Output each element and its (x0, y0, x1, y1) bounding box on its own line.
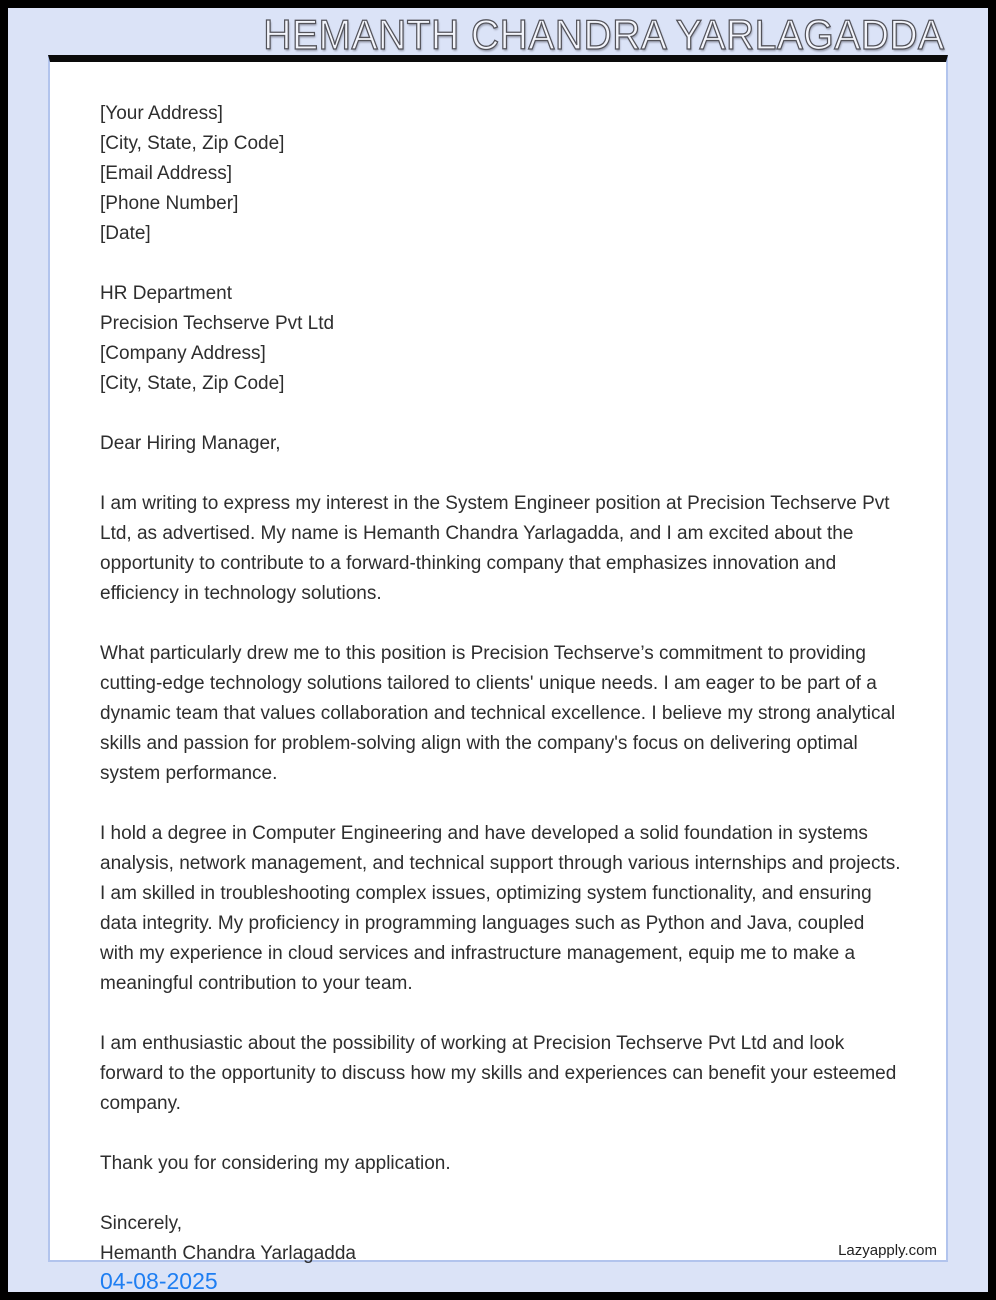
generation-date: 04-08-2025 (100, 1268, 218, 1294)
thank-you-line: Thank you for considering my application. (100, 1153, 451, 1174)
body-paragraph: What particularly drew me to this position is Precision Techserve’s commitment to providing cutting-edge technology solutions tailored to clients' unique needs. I am eager to be part of a dynamic team that values collaboration and technical excellence. I believe my strong analytical skills and passion for problem-solving align with the company's focus on delivering optimal system performance. (100, 643, 896, 784)
recipient-line: HR Department (100, 283, 232, 304)
page-title: HEMANTH CHANDRA YARLAGADDA (263, 11, 945, 58)
body-paragraph: I am enthusiastic about the possibility of working at Precision Techserve Pvt Ltd and look forward to the opportunity to discuss how my skills and experiences can benefit your esteemed company. (100, 1033, 897, 1114)
recipient-line: [City, State, Zip Code] (100, 373, 285, 394)
lazyapply-watermark-link[interactable]: Lazyapply.com (838, 1242, 937, 1259)
sender-address-line: [Email Address] (100, 163, 232, 184)
signature-name: Hemanth Chandra Yarlagadda (100, 1243, 356, 1264)
recipient-address-block (100, 279, 901, 399)
recipient-line: [Company Address] (100, 343, 266, 364)
sender-address-block (100, 99, 901, 249)
closing-salutation: Sincerely, (100, 1213, 183, 1234)
sender-address-line: [Date] (100, 223, 151, 244)
sender-address-line: [Your Address] (100, 103, 223, 124)
body-paragraph: I hold a degree in Computer Engineering and have developed a solid foundation in systems analysis, network management, and technical support through various internships and projects. I am skilled in troubleshooting complex issues, optimizing system functionality, and ensuring data integrity. My proficiency in programming languages such as Python and Java, coupled with my experience in cloud services and infrastructure management, equip me to make a meaningful contribution to your team. (100, 823, 901, 994)
salutation: Dear Hiring Manager, (100, 433, 281, 454)
body-paragraph: I am writing to express my interest in the System Engineer position at Precision Techserve Pvt Ltd, as advertised. My name is Hemanth Chandra Yarlagadda, and I am excited about the opportunity to contribute to a forward-thinking company that emphasizes innovation and efficiency in technology solutions. (100, 493, 890, 604)
letter-content (50, 62, 946, 1269)
closing-block (100, 1209, 901, 1269)
sender-address-line: [City, State, Zip Code] (100, 133, 285, 154)
recipient-line: Precision Techserve Pvt Ltd (100, 313, 335, 334)
sender-address-line: [Phone Number] (100, 193, 239, 214)
letter-page (48, 55, 948, 1262)
